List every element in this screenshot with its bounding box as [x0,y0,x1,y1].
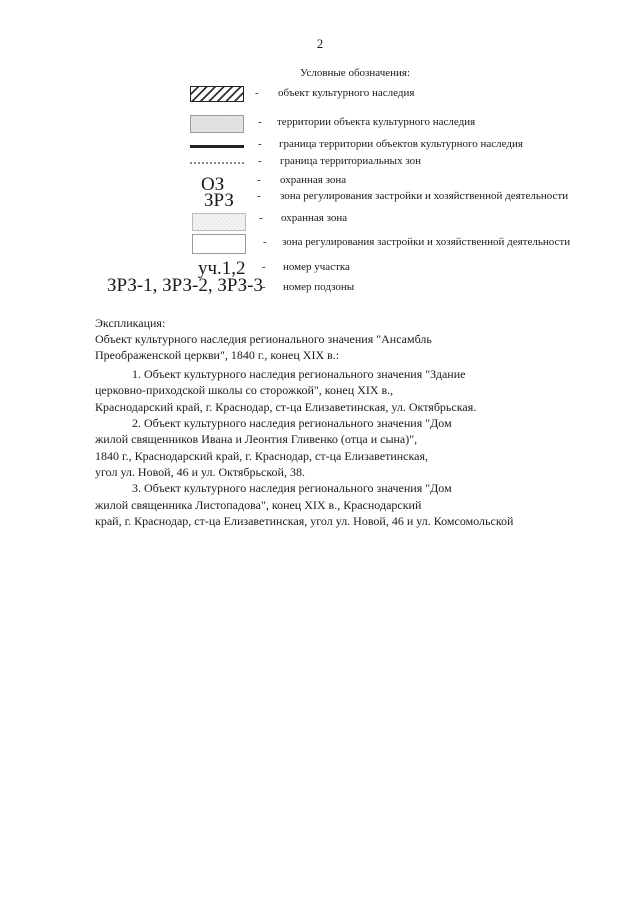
legend-dash: - [258,116,262,128]
subzone-number-symbol-label: ЗРЗ-1, ЗРЗ-2, ЗРЗ-3 [107,275,263,296]
explication-item-3: 3. Объект культурного наследия регионального значения "Дом [132,481,452,495]
explication-line: край, г. Краснодар, ст-ца Елизаветинская, угол ул. Новой, 46 и ул. Комсомольской [95,514,514,528]
explication-item-1: 1. Объект культурного наследия регионального значения "Здание [132,367,466,381]
legend-dash: - [262,261,266,273]
oz-symbol-label: ОЗ [201,174,225,195]
legend-item-text: граница территориальных зон [280,155,421,167]
plot-number-symbol-label: уч.1,2 [198,258,246,279]
explication-line: Преображенской церкви", 1840 г., конец XIX в.: [95,348,340,362]
legend-item-text: зона регулирования застройки и хозяйственной деятельности [280,190,569,202]
legend-item-text: граница территории объектов культурного наследия [279,138,523,150]
explication-line: жилой священника Листопадова", конец XIX в., Краснодарский [95,498,422,512]
page-number: 2 [316,36,324,51]
legend-item-text: охранная зона [280,174,347,186]
explication-line: Краснодарский край, г. Краснодар, ст-ца Елизаветинская, ул. Октябрьская. [95,400,477,414]
legend-title: Условные обозначения: [300,67,411,79]
legend-item-text: номер подзоны [283,281,355,293]
explication-line: Объект культурного наследия регионального значения "Ансамбль [95,332,432,346]
explication-line: церковно-приходской школы со сторожкой", конец XIX в., [95,383,394,397]
legend-dash: - [258,138,262,150]
explication-line: 1840 г., Краснодарский край, г. Краснодар, ст-ца Елизаветинская, [95,449,428,463]
legend-item-text: охранная зона [281,212,348,224]
legend-item-text: территории объекта культурного наследия [277,116,476,128]
legend-dash: - [257,190,261,202]
legend-dash: - [255,87,259,99]
legend-dash: - [262,281,266,293]
legend-dash: - [257,174,261,186]
explication-line: угол ул. Новой, 46 и ул. Октябрьской, 38. [95,465,305,479]
legend-dash: - [259,212,263,224]
heritage-object-hatch-symbol [190,86,244,102]
explication-item-2: 2. Объект культурного наследия регионального значения "Дом [132,416,452,430]
heritage-boundary-line-symbol [190,145,244,148]
legend-dash: - [258,155,262,167]
legend-dash: - [263,236,267,248]
explication-heading: Экспликация: [95,316,166,330]
heritage-territory-symbol [190,115,244,133]
regulation-zone-symbol [192,234,246,254]
legend-item-text: зона регулирования застройки и хозяйственной деятельности [282,236,571,248]
explication-line: жилой священников Ивана и Леонтия Гливенко (отца и сына)", [95,432,418,446]
legend-item-text: объект культурного наследия [278,87,415,99]
protection-zone-symbol [192,213,246,231]
zrz-symbol-label: ЗРЗ [204,190,234,211]
legend-item-text: номер участка [283,261,350,273]
zone-boundary-line-symbol [190,162,244,164]
